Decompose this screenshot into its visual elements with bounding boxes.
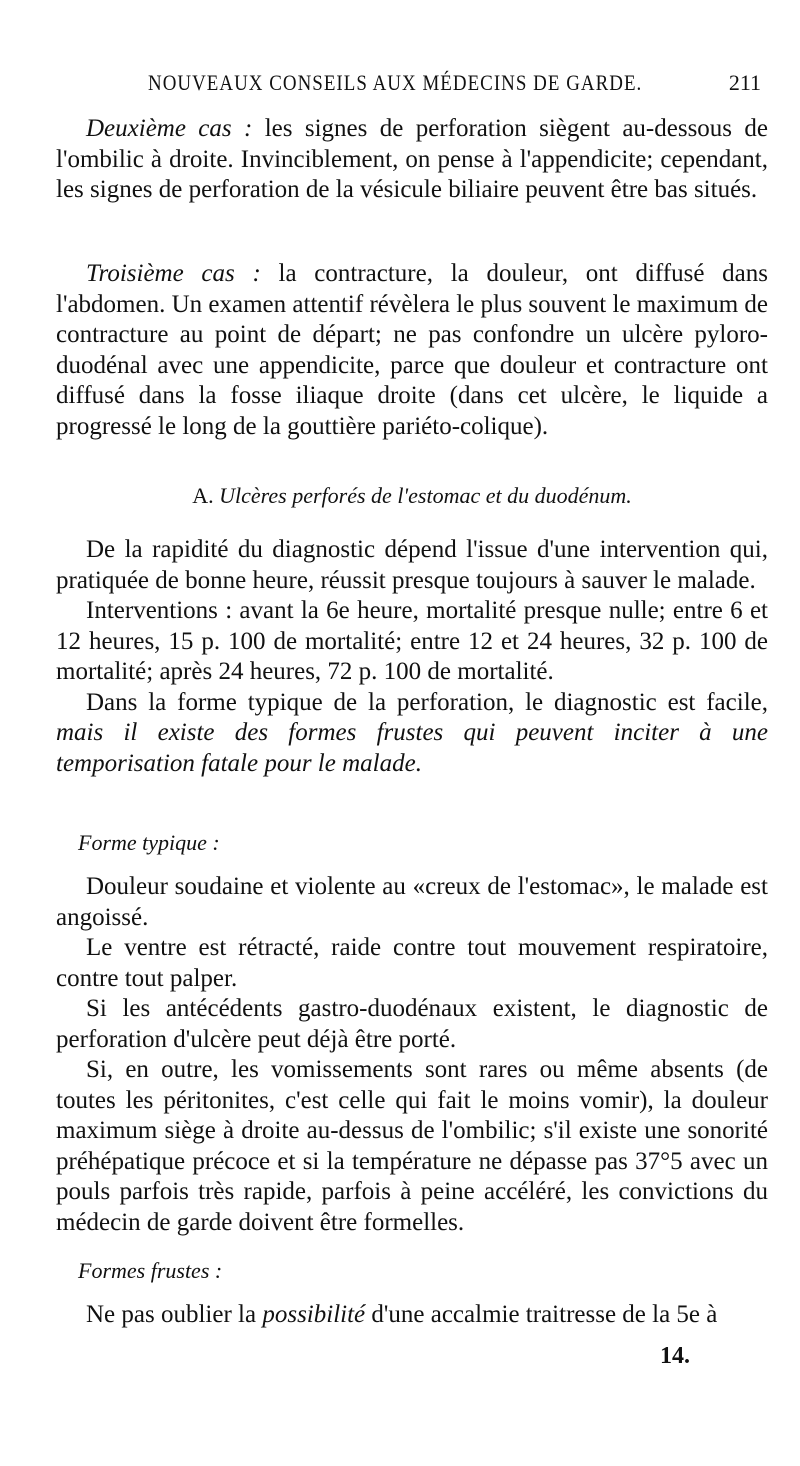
possibility-emphasis: possibilité <box>262 1301 366 1328</box>
section-a-label: A. <box>192 483 220 508</box>
forme-typique-paragraphs <box>56 872 768 1238</box>
forme-typique-heading: Forme typique : <box>78 830 220 855</box>
frustes-text-end: d'une accalmie traitresse de la 5e à <box>365 1301 718 1328</box>
antecedents-paragraph: Si les antécédents gastro-duodénaux existent, le diagnostic de perforation d'ulcère peut déjà être porté. <box>56 995 768 1053</box>
vomiting-paragraph: Si, en outre, les vomissements sont rares ou même absents (de toutes les péritonites, c'est celle qui fait le moins vomir), la douleur maximum siège à droite au-dessus de l'ombilic; s'il existe une sonorité préhépatique précoce et si la température ne dépasse pas 37°5 avec un pouls parfois très rapide, parfois à peine accéléré, les convictions du médecin de garde doivent être formelles. <box>56 1056 768 1236</box>
running-title: NOUVEAUX CONSEILS AUX MÉDECINS DE GARDE. <box>148 70 643 95</box>
case-two-text: les signes de perforation siègent au-dessous de l'ombilic à droite. Invinciblement, on pense à l'appendicite; cependant, les signes de perforation de la vésicule biliaire peuvent être bas situés. <box>56 115 768 203</box>
frustes-warning-text: mais il existe des formes frustes qui peuvent inciter à une temporisation fatale pour le malade. <box>56 719 768 777</box>
typical-form-paragraph <box>56 688 768 780</box>
case-three-paragraph <box>56 259 768 442</box>
case-three-label: Troisième cas : <box>86 260 261 287</box>
formes-frustes-heading: Formes frustes : <box>78 1258 223 1283</box>
pain-paragraph: Douleur soudaine et violente au «creux de l'estomac», le malade est angoissé. <box>56 873 768 931</box>
section-a-heading <box>56 483 768 509</box>
frustes-text-start: Ne pas oublier la <box>86 1301 263 1328</box>
case-three-text: la contracture, la douleur, ont diffusé dans l'abdomen. Un examen attentif révèlera le plus souvent le maximum de contracture au point de départ; ne pas confondre un ulcère pyloro-duodénal avec une appendicite, parce que douleur et contracture ont diffusé dans la fosse iliaque droite (dans cet ulcère, le liquide a progressé le long de la gouttière pariéto-colique). <box>56 260 768 440</box>
case-two-label: Deuxième cas : <box>86 115 253 142</box>
interventions-paragraph: Interventions : avant la 6e heure, mortalité presque nulle; entre 6 et 12 heures, 15 p. 100 de mortalité; entre 12 et 24 heures, 32 p. 100 de mortalité; après 24 heures, 72 p. 100 de mortalité. <box>56 597 768 685</box>
signature-mark: 14. <box>660 1343 690 1369</box>
case-two-paragraph <box>56 114 768 206</box>
typical-form-text: Dans la forme typique de la perforation, le diagnostic est facile, <box>86 688 768 716</box>
formes-frustes-paragraph <box>56 1300 768 1331</box>
page-number: 211 <box>728 70 761 95</box>
belly-paragraph: Le ventre est rétracté, raide contre tout mouvement respiratoire, contre tout palper. <box>56 934 768 992</box>
rapidity-paragraph: De la rapidité du diagnostic dépend l'issue d'une intervention qui, pratiquée de bonne heure, réussit presque toujours à sauver le malade. <box>56 536 768 594</box>
section-a-title: Ulcères perforés de l'estomac et du duodénum. <box>219 483 632 508</box>
ulcer-paragraphs <box>56 535 768 779</box>
page-header <box>140 70 765 102</box>
